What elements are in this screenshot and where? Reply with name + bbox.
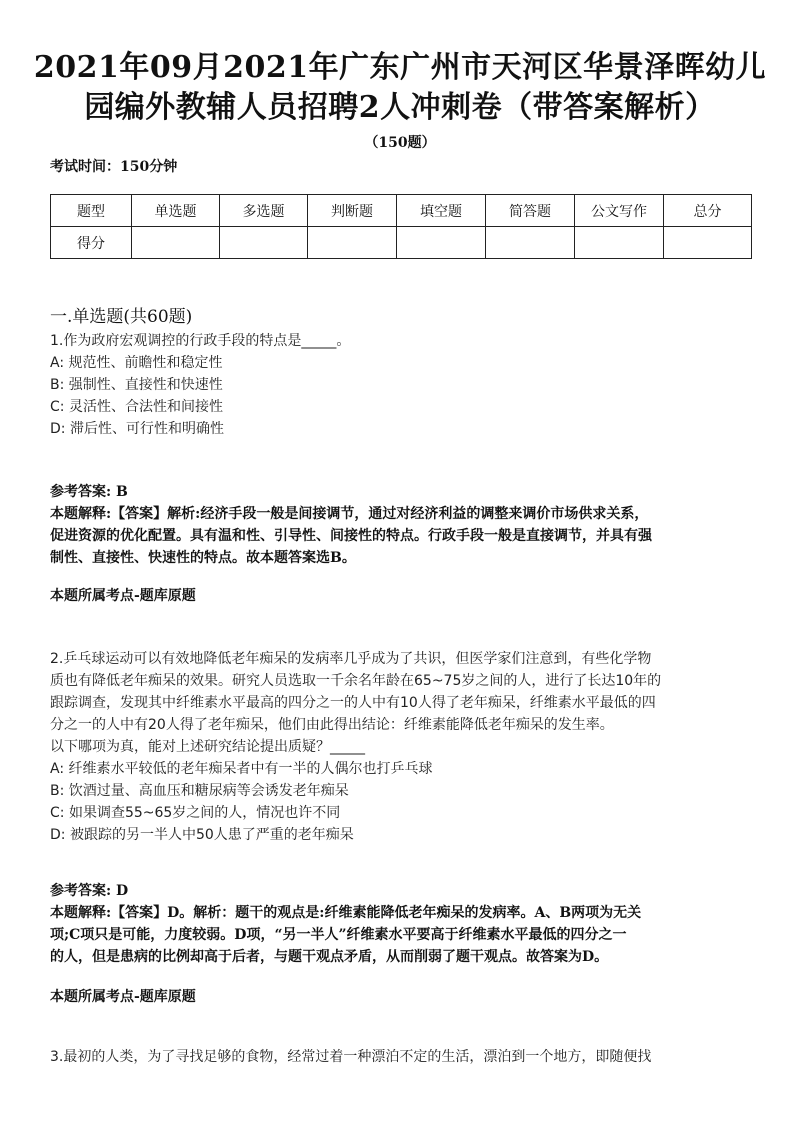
question-stem: 3.最初的人类，为了寻找足够的食物，经常过着一种漂泊不定的生活，漂泊到一个地方，即随便找 (50, 1049, 652, 1065)
option-b: B: 饮酒过量、高血压和糖尿病等会诱发老年痴呆 (50, 783, 349, 799)
cell-score-label: 得分 (51, 227, 132, 259)
cell-type-label: 题型 (51, 195, 132, 227)
option-c: C: 如果调查55~65岁之间的人，情况也许不同 (50, 805, 341, 821)
score-cell[interactable] (308, 227, 397, 259)
question-1 (50, 330, 755, 440)
explanation-line: 制性、直接性、快速性的特点。故本题答案选B。 (50, 550, 356, 566)
title-line-1: 2021年09月2021年广东广州市天河区华景泽晖幼儿 (33, 50, 767, 85)
answer-block-2 (50, 880, 755, 968)
page-title (30, 48, 770, 128)
cell-true-false: 判断题 (308, 195, 397, 227)
answer-line: 参考答案: D (50, 883, 129, 899)
question-stem: 质也有降低老年痴呆的效果。研究人员选取一千余名年龄在65~75岁之间的人，进行了长达10年的 (50, 673, 662, 689)
cell-multi-choice: 多选题 (220, 195, 308, 227)
cell-single-choice: 单选题 (132, 195, 220, 227)
explanation-line: 本题解释:【答案】D。解析：题干的观点是:纤维素能降低老年痴呆的发病率。A、B两项为无关 (50, 905, 642, 921)
score-cell[interactable] (664, 227, 752, 259)
score-table-score-row (51, 227, 752, 259)
section-heading: 一.单选题(共60题) (50, 307, 193, 327)
option-a: A: 规范性、前瞻性和稳定性 (50, 355, 223, 371)
option-b: B: 强制性、直接性和快速性 (50, 377, 223, 393)
answer-block-1 (50, 481, 755, 569)
explanation-line: 本题解释:【答案】解析:经济手段一般是间接调节，通过对经济利益的调整来调价市场供求关系， (50, 506, 649, 522)
option-d: D: 被跟踪的另一半人中50人患了严重的老年痴呆 (50, 827, 354, 843)
explanation-line: 促进资源的优化配置。具有温和性、引导性、间接性的特点。行政手段一般是直接调节，并具有强 (50, 528, 652, 544)
score-table (50, 194, 752, 259)
cell-fill-blank: 填空题 (397, 195, 486, 227)
cell-writing: 公文写作 (575, 195, 664, 227)
knowledge-point: 本题所属考点-题库原题 (50, 588, 196, 604)
question-2 (50, 648, 755, 846)
score-cell[interactable] (132, 227, 220, 259)
title-line-2: 园编外教辅人员招聘2人冲刺卷（带答案解析） (84, 90, 716, 125)
explanation-line: 的人，但是患病的比例却高于后者，与题干观点矛盾，从而削弱了题干观点。故答案为D。 (50, 949, 609, 965)
option-d: D: 滞后性、可行性和明确性 (50, 421, 224, 437)
option-a: A: 纤维素水平较低的老年痴呆者中有一半的人偶尔也打乒乓球 (50, 761, 433, 777)
score-cell[interactable] (575, 227, 664, 259)
question-stem: 分之一的人中有20人得了老年痴呆，他们由此得出结论：纤维素能降低老年痴呆的发生率。 (50, 717, 614, 733)
score-table-header-row (51, 195, 752, 227)
exam-duration: 考试时间：150分钟 (50, 159, 178, 175)
score-cell[interactable] (397, 227, 486, 259)
option-c: C: 灵活性、合法性和间接性 (50, 399, 223, 415)
question-stem: 以下哪项为真，能对上述研究结论提出质疑？_____ (50, 739, 365, 755)
question-count: （150题） (364, 135, 436, 151)
knowledge-point: 本题所属考点-题库原题 (50, 989, 196, 1005)
answer-line: 参考答案: B (50, 484, 128, 500)
question-stem: 1.作为政府宏观调控的行政手段的特点是_____。 (50, 333, 351, 349)
question-3 (50, 1046, 755, 1068)
cell-short-answer: 简答题 (486, 195, 575, 227)
score-cell[interactable] (220, 227, 308, 259)
cell-total: 总分 (664, 195, 752, 227)
explanation-line: 项;C项只是可能，力度较弱。D项，“另一半人”纤维素水平要高于纤维素水平最低的四分之一 (50, 927, 627, 943)
question-stem: 2.乒乓球运动可以有效地降低老年痴呆的发病率几乎成为了共识，但医学家们注意到，有些化学物 (50, 651, 652, 667)
score-cell[interactable] (486, 227, 575, 259)
question-stem: 跟踪调查，发现其中纤维素水平最高的四分之一的人中有10人得了老年痴呆，纤维素水平最低的四 (50, 695, 656, 711)
